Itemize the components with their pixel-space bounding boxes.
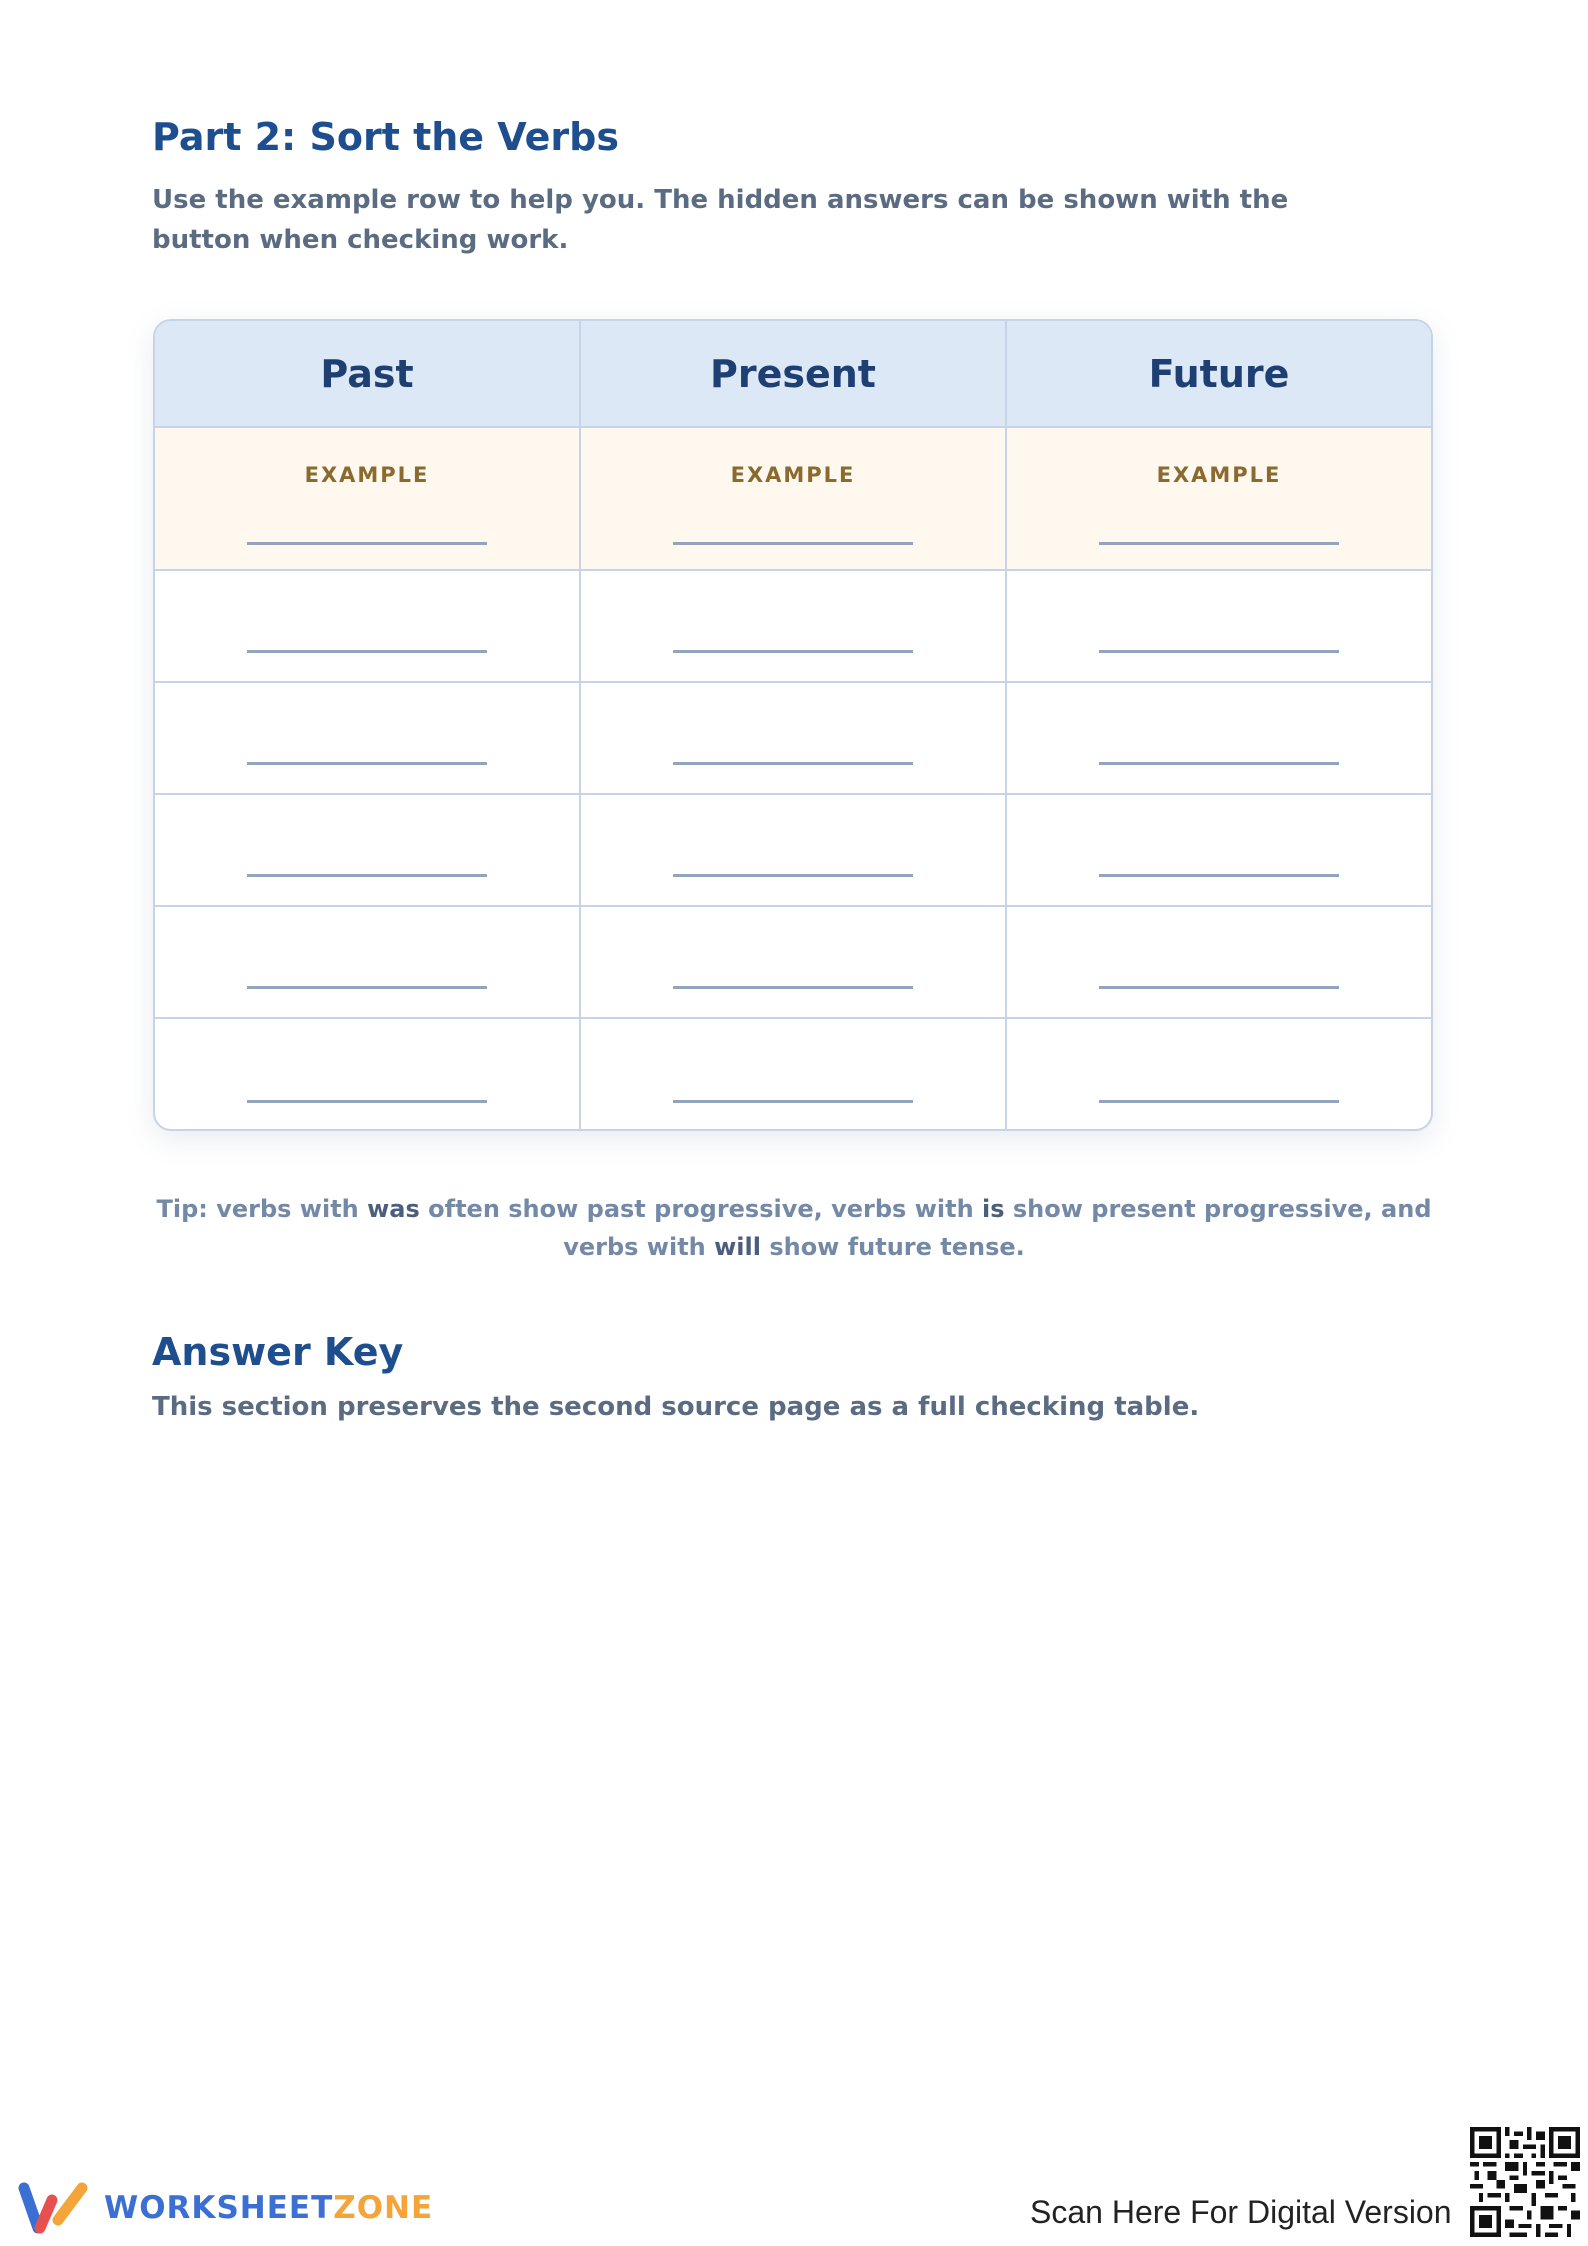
answer-cell-present [581, 795, 1007, 905]
brand-name [104, 2190, 433, 2226]
answer-blank[interactable] [1099, 874, 1339, 877]
answer-blank[interactable] [673, 1100, 913, 1103]
answer-blank[interactable] [673, 762, 913, 765]
page-title: Part 2: Sort the Verbs [152, 115, 619, 159]
instructions-text: Use the example row to help you. The hidden answers can be shown with the button when checking work. [152, 185, 1289, 255]
tip-text-part: show present progressive, and verbs with [563, 1195, 1432, 1261]
tip-keyword-is: is [982, 1195, 1005, 1223]
table-row [155, 795, 1431, 907]
example-label: EXAMPLE [1156, 463, 1282, 487]
answer-blank[interactable] [1099, 762, 1339, 765]
qr-code-icon[interactable] [1470, 2127, 1580, 2237]
answer-cell-present [581, 1019, 1007, 1131]
header-past: Past [155, 321, 581, 426]
header-future: Future [1148, 351, 1290, 396]
answer-blank[interactable] [673, 650, 913, 653]
brand-name-part2: ZONE [333, 2190, 434, 2226]
example-label: EXAMPLE [304, 463, 430, 487]
table-row [155, 571, 1431, 683]
answer-key-description: This section preserves the second source page as a full checking table. [152, 1392, 1200, 1422]
answer-cell-past [155, 1019, 581, 1131]
logo-w-icon [18, 2180, 92, 2236]
answer-blank[interactable] [673, 986, 913, 989]
answer-cell-past [155, 571, 581, 681]
brand-name-part1: WORKSHEET [104, 2190, 334, 2226]
verb-sort-table [153, 319, 1433, 1131]
answer-cell-present [581, 571, 1007, 681]
answer-cell-future [1007, 571, 1431, 681]
answer-cell-future [1007, 683, 1431, 793]
tip-text [152, 1190, 1436, 1266]
table-row [155, 907, 1431, 1019]
answer-blank[interactable] [1099, 1100, 1339, 1103]
example-cell-past [155, 428, 581, 569]
tip-keyword-will: will [714, 1233, 761, 1261]
example-cell-future [1007, 428, 1431, 569]
answer-cell-past [155, 683, 581, 793]
tip-text-part: often show past progressive, verbs with [419, 1195, 983, 1223]
answer-blank[interactable] [673, 874, 913, 877]
answer-cell-past [155, 795, 581, 905]
answer-cell-past [155, 907, 581, 1017]
answer-blank[interactable] [247, 986, 487, 989]
table-row [155, 1019, 1431, 1131]
answer-cell-future [1007, 1019, 1431, 1131]
tip-text-part: Tip: verbs with [156, 1195, 368, 1223]
tip-text-part: show future tense. [760, 1233, 1025, 1261]
answer-key-title: Answer Key [152, 1330, 404, 1374]
answer-cell-future [1007, 907, 1431, 1017]
answer-blank[interactable] [247, 874, 487, 877]
example-row [155, 428, 1431, 571]
answer-cell-future [1007, 795, 1431, 905]
answer-blank[interactable] [673, 542, 913, 545]
worksheetzone-logo [18, 2180, 433, 2236]
example-label: EXAMPLE [730, 463, 856, 487]
answer-blank[interactable] [1099, 986, 1339, 989]
answer-blank[interactable] [247, 650, 487, 653]
table-header-row [155, 321, 1431, 428]
answer-blank[interactable] [247, 762, 487, 765]
answer-blank[interactable] [247, 1100, 487, 1103]
tip-keyword-was: was [367, 1195, 420, 1223]
header-present: Present [581, 321, 1007, 426]
answer-blank[interactable] [1099, 650, 1339, 653]
answer-blank[interactable] [247, 542, 487, 545]
table-row [155, 683, 1431, 795]
scan-here-text: Scan Here For Digital Version [1030, 2194, 1452, 2230]
example-cell-present [581, 428, 1007, 569]
answer-cell-present [581, 907, 1007, 1017]
answer-blank[interactable] [1099, 542, 1339, 545]
answer-cell-present [581, 683, 1007, 793]
